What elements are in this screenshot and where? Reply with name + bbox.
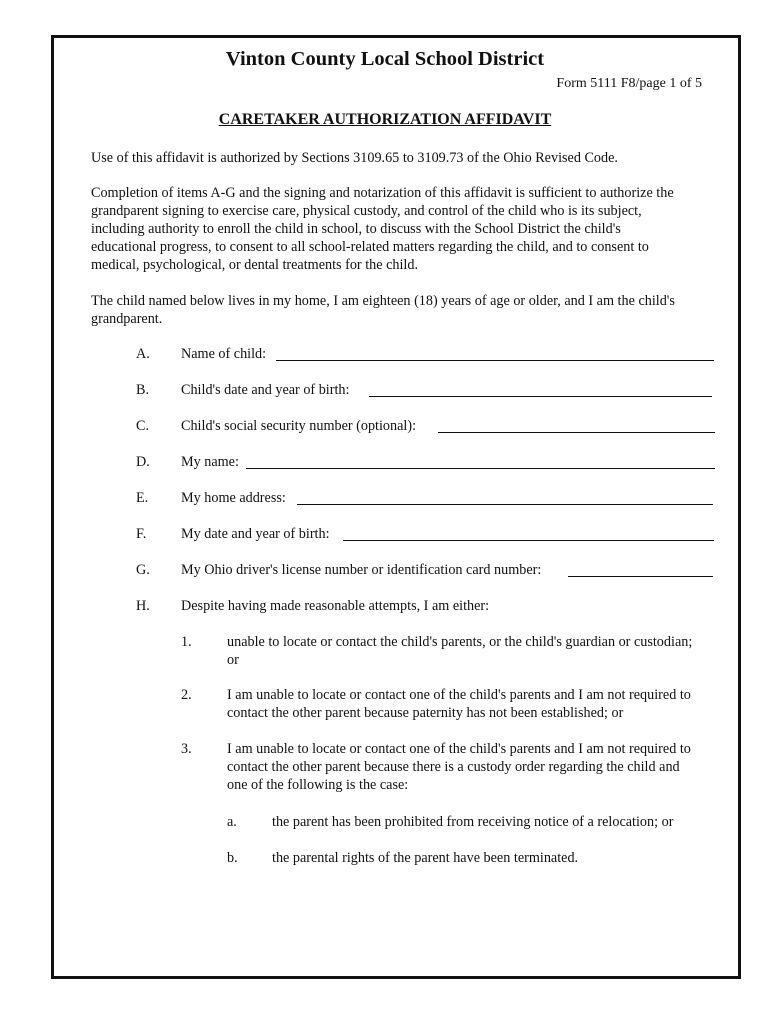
option-line: contact the other parent because paternity has not been established; or: [227, 705, 624, 721]
sub-option-letter: b.: [227, 850, 238, 866]
completion-line: educational progress, to consent to all school-related matters regarding the child, and to consent to: [91, 239, 649, 255]
completion-line: medical, psychological, or dental treatments for the child.: [91, 257, 418, 273]
child-ssn-field[interactable]: [438, 432, 715, 433]
item-label: D.: [136, 454, 150, 470]
statement-line: The child named below lives in my home, I am eighteen (18) years of age or older, and I am the child's: [91, 293, 675, 309]
item-label: C.: [136, 418, 150, 434]
option-number: 1.: [181, 634, 192, 650]
name-of-child-field[interactable]: [276, 360, 714, 361]
item-text: Despite having made reasonable attempts, I am either:: [181, 598, 490, 614]
authorization-text: Use of this affidavit is authorized by Sections 3109.65 to 3109.73 of the Ohio Revised Code.: [91, 150, 618, 166]
item-text: My name:: [181, 454, 239, 470]
option-line: I am unable to locate or contact one of the child's parents and I am not required to: [227, 687, 691, 703]
item-label: F.: [136, 526, 147, 542]
item-label: A.: [136, 346, 150, 362]
completion-line: grandparent signing to exercise care, physical custody, and control of the child who is its subject,: [91, 203, 642, 219]
completion-line: Completion of items A-G and the signing and notarization of this affidavit is sufficient to authorize the: [91, 185, 674, 201]
completion-paragraph: [91, 184, 731, 274]
item-text: Name of child:: [181, 346, 267, 362]
item-text: Child's date and year of birth:: [181, 382, 350, 398]
page-border: [51, 35, 741, 979]
item-text: My Ohio driver's license number or identification card number:: [181, 562, 542, 578]
option-line: or: [227, 652, 239, 668]
child-birth-date-field[interactable]: [369, 396, 712, 397]
affidavit-heading: CARETAKER AUTHORIZATION AFFIDAVIT: [218, 111, 552, 128]
option-number: 2.: [181, 687, 192, 703]
option-line: I am unable to locate or contact one of the child's parents and I am not required to: [227, 741, 691, 757]
option-line: unable to locate or contact the child's parents, or the child's guardian or custodian;: [227, 634, 693, 650]
item-label: G.: [136, 562, 150, 578]
page-title: Vinton County Local School District: [225, 48, 545, 70]
my-birth-date-field[interactable]: [343, 540, 714, 541]
item-text: My date and year of birth:: [181, 526, 330, 542]
form-number: Form 5111 F8/page 1 of 5: [556, 76, 702, 91]
home-address-field[interactable]: [297, 504, 713, 505]
item-text: My home address:: [181, 490, 286, 506]
option-line: contact the other parent because there is a custody order regarding the child and: [227, 759, 680, 775]
item-label: H.: [136, 598, 150, 614]
option-line: one of the following is the case:: [227, 777, 409, 793]
my-name-field[interactable]: [246, 468, 715, 469]
sub-option-text: the parent has been prohibited from receiving notice of a relocation; or: [272, 814, 674, 830]
statement-line: grandparent.: [91, 311, 163, 327]
item-label: B.: [136, 382, 150, 398]
option-number: 3.: [181, 741, 192, 757]
authorization-paragraph: [91, 149, 731, 167]
item-label: E.: [136, 490, 149, 506]
sub-option-text: the parental rights of the parent have been terminated.: [272, 850, 579, 866]
license-number-field[interactable]: [568, 576, 713, 577]
item-text: Child's social security number (optional):: [181, 418, 417, 434]
sub-option-letter: a.: [227, 814, 237, 830]
completion-line: including authority to enroll the child in school, to discuss with the School District the child's: [91, 221, 621, 237]
statement-paragraph: [91, 292, 731, 328]
